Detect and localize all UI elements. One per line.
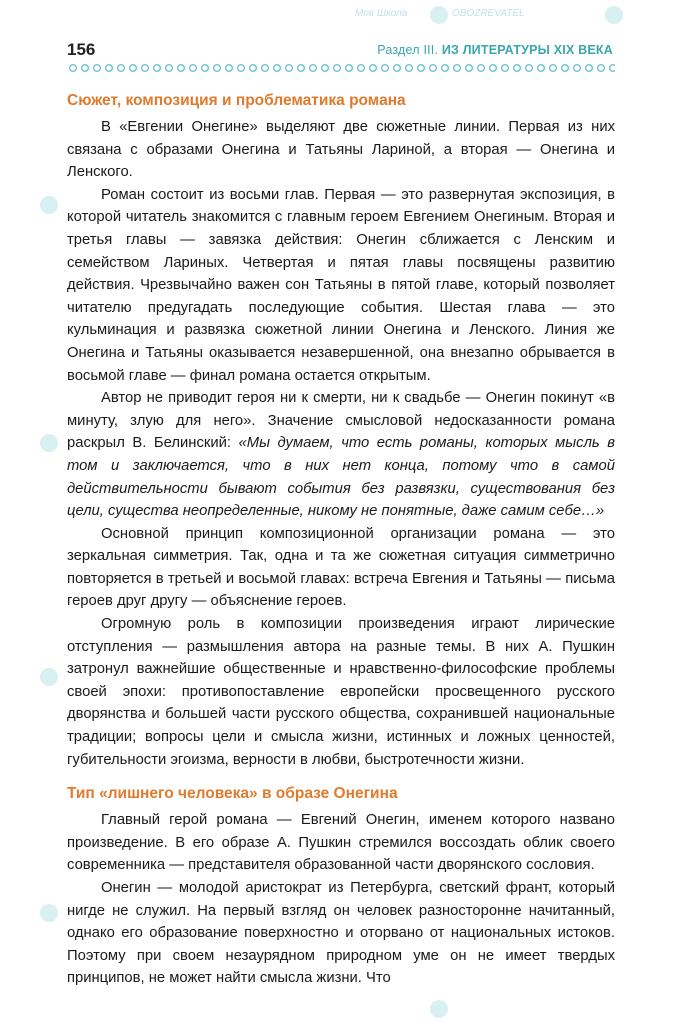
watermark-text: OBOZREVATEL [452,8,525,19]
watermark-logo [430,6,448,24]
watermark-logo [430,1000,448,1018]
watermark-logo [40,196,58,214]
paragraph [67,387,615,523]
paragraph: Огромную роль в композиции произведения играют лирические отступления — размышления автора на разные темы. В них А. Пушкин затронул важнейшие общественные и нравственно-философские проблемы своей эпохи: противопоставление европейски просвещенного русского дворянства и большей части русского общества, сохранившей национальные традиции; вопросы цели и смысла жизни, истинных и ложных ценностей, губительности эгоизма, верности в любви, быстротечности жизни. [67,616,615,768]
page-body [67,82,615,990]
paragraph: Онегин — молодой аристократ из Петербурга, светский франт, который нигде не служил. На первый взгляд он человек разносторонне начитанный, однако его образование поверхностно и оторвано от национальных истоков. Поэтому при своем незаурядном природном уме он не имеет твердых принципов, не может найти смысла жизни. Что [67,880,615,987]
paragraph-text: Автор не приводит героя ни к смерти, ни к свадьбе — Онегин покинут «в минуту, злую для него». Значение смысловой недосказанности романа раскрыл В. Белинский: [67,390,615,452]
running-head-title: ИЗ ЛИТЕРАТУРЫ XIX ВЕКА [441,43,613,57]
section-title: Сюжет, композиция и проблематика романа [67,92,406,109]
decorative-border [67,62,615,74]
watermark-logo [40,668,58,686]
quote-belinsky: «Мы думаем, что есть романы, которых мысль в том и заключается, что в них нет конца, потому что в самой действительности бывают события без развязки, существования без цели, существа неопределенные, никому не понятные, даже самим себе…» [67,435,615,520]
section-title: Тип «лишнего человека» в образе Онегина [67,785,398,803]
paragraph: Главный герой романа — Евгений Онегин, именем которого названо произведение. В его образе А. Пушкин стремился воссоздать облик своего современника — представителя образованной части дворянского сословия. [67,812,615,874]
page-number: 156 [67,40,96,59]
watermark-logo [40,904,58,922]
watermark-text: Моя Школа [355,8,408,19]
watermark-logo [605,6,623,24]
paragraph: Основной принцип композиционной организации романа — это зеркальная симметрия. Так, одна и та же сюжетная ситуация симметрично повторяется в третьей и восьмой главах: встреча Евгения и Татьяны — письма героев друг другу — объяснение героев. [67,525,615,610]
running-head [377,43,613,57]
paragraph: В «Евгении Онегине» выделяют две сюжетные линии. Первая из них связана с образами Онегина и Татьяны Лариной, а вторая — Онегина и Ленского. [67,119,615,181]
running-head-section: Раздел III. [377,43,439,57]
paragraph: Роман состоит из восьми глав. Первая — это развернутая экспозиция, в которой читатель знакомится с главным героем Евгением Онегиным. Вторая и третья главы — завязка действия: Онегин сближается с Ленским и семейством Лариных. Четвертая и пятая главы посвящены развитию действия. Чрезвычайно важен сон Татьяны в пятой главе, который позволяет читателю предугадать последующие события. Шестая глава — это кульминация и развязка сюжетной линии Онегина и Ленского. Линия же Онегина и Татьяны оказывается незавершенной, она внезапно обрывается в восьмой главе — финал романа остается открытым. [67,186,615,384]
watermark-logo [40,434,58,452]
